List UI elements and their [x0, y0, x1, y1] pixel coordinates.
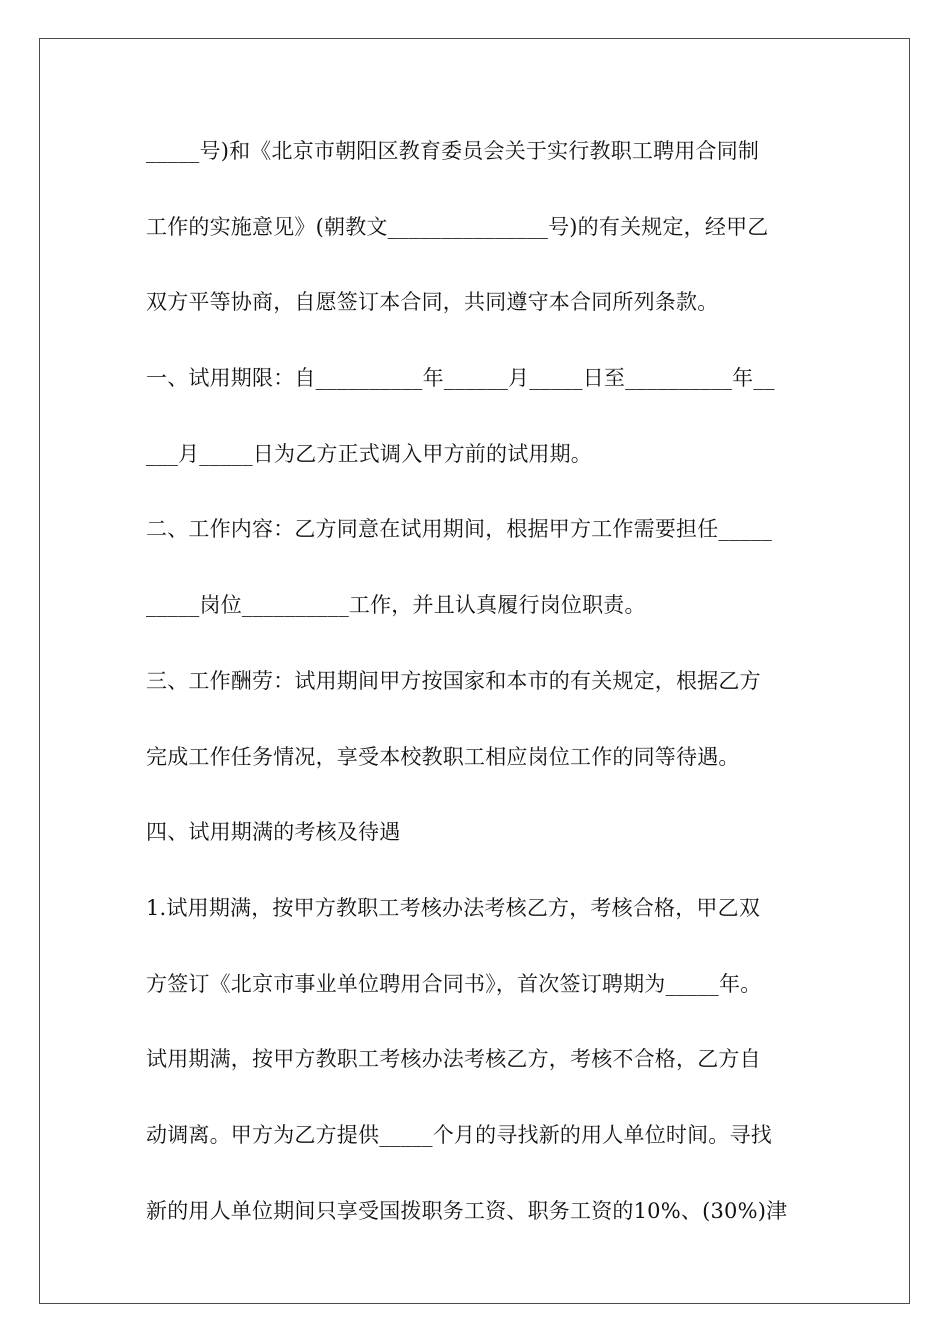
section-heading-assessment: 四、试用期满的考核及待遇 — [146, 820, 401, 845]
text-line: 完成工作任务情况，享受本校教职工相应岗位工作的同等待遇。 — [146, 744, 740, 769]
text-line: ___月_____日为乙方正式调入甲方前的试用期。 — [146, 441, 592, 466]
text-line: 方签订《北京市事业单位聘用合同书》，首次签订聘期为_____年。 — [146, 971, 762, 996]
document-body — [146, 125, 806, 1260]
list-item-1: 1.试用期满，按甲方教职工考核办法考核乙方，考核合格，甲乙双 — [146, 895, 761, 920]
text-line: 工作的实施意见》(朝教文_______________号)的有关规定，经甲乙 — [146, 214, 769, 239]
text-line: 双方平等协商，自愿签订本合同，共同遵守本合同所列条款。 — [146, 290, 719, 315]
section-heading-remuneration: 三、工作酬劳：试用期间甲方按国家和本市的有关规定，根据乙方 — [146, 668, 761, 693]
text-line: 新的用人单位期间只享受国拨职务工资、职务工资的10%、(30%)津 — [146, 1198, 788, 1223]
text-line: _____号)和《北京市朝阳区教育委员会关于实行教职工聘用合同制 — [146, 139, 760, 163]
text-line: _____岗位__________工作，并且认真履行岗位职责。 — [146, 593, 646, 618]
text-line: 试用期满，按甲方教职工考核办法考核乙方，考核不合格，乙方自 — [146, 1047, 761, 1072]
text-line: 动调离。甲方为乙方提供_____个月的寻找新的用人单位时间。寻找 — [146, 1122, 772, 1147]
section-heading-work-content: 二、工作内容：乙方同意在试用期间，根据甲方工作需要担任_____ — [146, 517, 772, 542]
section-heading-trial-period: 一、试用期限：自__________年______月_____日至__________年__ — [146, 366, 775, 391]
